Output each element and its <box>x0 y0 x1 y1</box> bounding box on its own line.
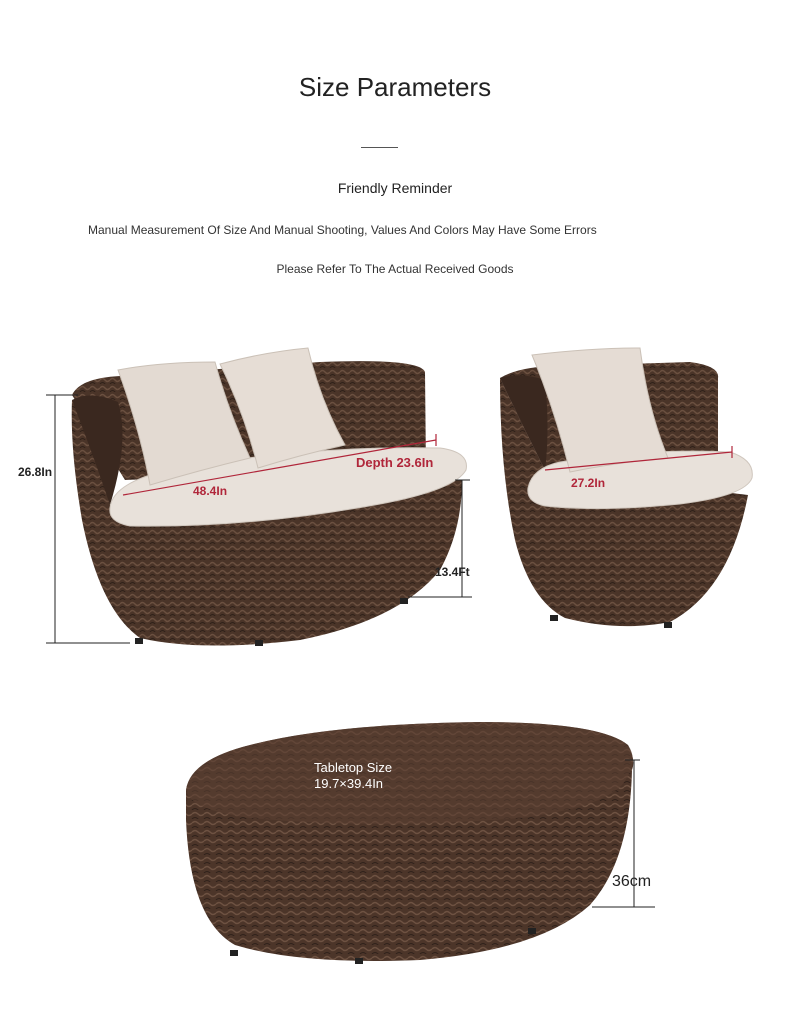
page-title: Size Parameters <box>298 72 492 102</box>
loveseat-sofa <box>72 348 467 646</box>
sofa-depth-label: Depth 23.6In <box>356 455 434 470</box>
sofa-seat-height-label: 13.4Ft <box>435 565 470 579</box>
measurement-note: Manual Measurement Of Size And Manual Shooting, Values And Colors May Have Some Errors <box>88 223 597 237</box>
sofa-width-label: 48.4In <box>193 484 228 498</box>
tabletop-size-label <box>314 760 392 792</box>
friendly-reminder-heading: Friendly Reminder <box>337 180 453 196</box>
sofa-height-label: 26.8In <box>18 465 53 479</box>
chair-width-label: 27.2In <box>571 476 606 490</box>
table-height-label: 36cm <box>612 873 652 890</box>
tabletop-size-title: Tabletop Size <box>314 760 393 775</box>
actual-goods-note: Please Refer To The Actual Received Goods <box>276 262 514 276</box>
coffee-table <box>186 722 633 964</box>
tabletop-size-value: 19.7×39.4In <box>314 776 384 791</box>
armchair <box>500 348 752 628</box>
